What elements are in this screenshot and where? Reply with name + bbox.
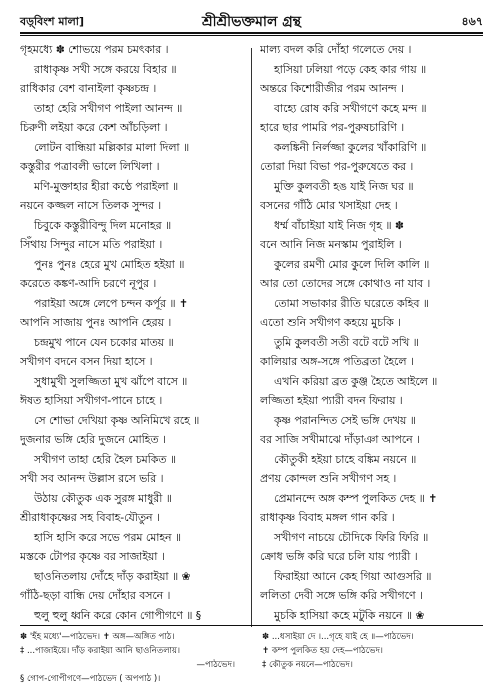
book-title: শ্রীশ্রীভক্তমাল গ্রন্থ xyxy=(201,14,302,30)
page-header xyxy=(20,10,483,34)
verse-line: মুক্তি কুলবতী হঙ যাই নিজ ঘর ॥ xyxy=(274,179,414,193)
verse-line: চন্দ্রমুখ পানে যেন চকোর মাতয় ॥ xyxy=(34,335,174,349)
verse-line: প্রেমানন্দে অঙ্গ কম্প পুলকিত দেহ ॥ ✝ xyxy=(274,491,438,505)
verse-line: কলঙ্কিনী নির্লজ্জা কুলের খাঁকারিণি ॥ xyxy=(274,140,427,154)
verse-line: শ্রীরাধাকৃষ্ণের সহ বিবাহ-যৌতুন । xyxy=(20,511,160,524)
verse-line: অন্তরে কিশোরীজীর পরম আনন্দ । xyxy=(260,82,404,95)
footnote-line: ‡ ...পাজাইয়ে। দাঁড় করাইয়া আনি ছাওনিতলায়। xyxy=(20,646,181,656)
footnotes-right xyxy=(262,630,487,672)
verse-line: হারে ছার পামরি পর-পুরুষচারিণি । xyxy=(260,121,405,134)
footnote-line: —পাঠভেদ। xyxy=(196,660,235,670)
verse-line: রাধিকার বেশ বানাইলা কৃষ্ণচন্দ্র । xyxy=(20,82,157,95)
verse-line: আর তো তোদের সঙ্গে কোথাও না যাব । xyxy=(260,277,431,290)
verse-line: তোরা দিয়া বিভা পর-পুরুষেতে কর । xyxy=(260,160,414,173)
verse-line: দুজনার ভঙ্গি হেরি দুজনে মোহিত । xyxy=(20,433,166,446)
verse-line: নয়নে কজ্জল নাসে তিলক সুন্দর । xyxy=(20,199,162,212)
left-verse-column xyxy=(20,40,246,625)
verse-line: রাধাকৃষ্ণ সখী সঙ্গে করয়ে বিহার ॥ xyxy=(34,62,177,76)
verse-line: সখী সব আনন্দ উল্লাস রসে ভরি । xyxy=(20,472,164,485)
verse-line: বাহ্যে রোষ করি সখীগণে কহে মন্দ ॥ xyxy=(274,101,427,115)
header-rule xyxy=(20,35,483,36)
verse-line: প্রণয় কোন্দল শুনি সখীগণ সহ । xyxy=(260,472,397,485)
verse-line: তাহা হেরি সখীগণ পাইলা আনন্দ ॥ xyxy=(34,101,183,115)
page-number: ৪৬৭ xyxy=(461,15,483,28)
verse-line: এতো শুনি সখীগণ কহয়ে মুচকি । xyxy=(260,316,401,329)
verse-line: রাধাকৃষ্ণ বিবাহ মঙ্গল গান করি । xyxy=(260,511,395,524)
verse-line: পরাইয়া অঙ্গে লেপে চন্দন কর্পূর ॥ ✝ xyxy=(34,296,188,310)
verse-line: কুলের রমণী মোর কুলে দিলি কালি ॥ xyxy=(274,257,430,271)
verse-line: হুলু হুলু ধ্বনি করে কোন গোপীগণে ॥ § xyxy=(34,608,202,622)
verse-line: বর সাজি সখীমাঝে দাঁড়াঞা আপনে । xyxy=(260,433,420,446)
verse-line: ললিতা দেবী সঙ্গে ভঙ্গি করি সখীগণে । xyxy=(260,589,423,602)
verse-line: মাল্য বদল করি দোঁহা গলেতে দেয় । xyxy=(260,43,412,56)
verse-line: উঠায় কৌতুক এক সুরঙ্গ মাধুরী ॥ xyxy=(34,491,172,505)
verse-line: ঈষত হাসিয়া সখীগণ-পানে চাহে । xyxy=(20,394,163,407)
right-verse-column xyxy=(260,40,486,625)
verse-line: লজ্জিতা হইয়া প্যারী বদন ফিরায় । xyxy=(260,394,403,407)
footnotes-left xyxy=(20,630,245,686)
verse-line: ক্রোধ ভঙ্গি করি ঘরে চলি যায় প্যারী । xyxy=(260,550,418,563)
verse-line: সুধামুখী সুলজ্জিতা মুখ ঝাঁপে বাসে ॥ xyxy=(34,374,188,388)
footnote-line: § গোপ-গোপীগণে—পাঠভেদ ( অপপাঠ )। xyxy=(20,674,161,684)
verse-line: মস্তকে টোপর কৃষ্ণে বর সাজাইয়া । xyxy=(20,550,165,563)
verse-line: ফিরাইয়া আনে কেহ গিয়া আগুসরি ॥ xyxy=(274,569,432,583)
column-divider xyxy=(251,48,252,627)
footnote-line: ✽ ...ধসাইয়া দে ।...গৃহে যাই হে ॥—পাঠভেদ। xyxy=(262,632,414,642)
footnote-line: ✽ 'হঁহ মধ্যে'—পাঠভেদ। ✝ অঙ্গ—অঙ্গিত পাঠ। xyxy=(20,632,175,642)
verse-line: সিঁথায় সিন্দুর নাসে মতি পরাইয়া । xyxy=(20,238,163,251)
verse-line: তোমা সভাকার রীতি ঘরেতে কহিব ॥ xyxy=(274,296,429,310)
verse-line: গাঁঠি-ছড়া বান্ধি দেয় দোঁহার বসনে । xyxy=(20,589,171,602)
verse-line: হাসিয়া ঢলিয়া পড়ে কেহ কার গায় ॥ xyxy=(274,62,427,76)
verse-line: ছাওনিতলায় দোঁহে দাঁড় করাইয়া ॥ ❀ xyxy=(34,569,191,583)
verse-line: বসনের গাঁঠি মোর খসাইয়া দেহ । xyxy=(260,199,398,212)
footnote-line: ✝ কম্প পুলকিত হয় দেহ—পাঠভেদ। xyxy=(262,646,383,656)
verse-line: এখনি করিয়া ব্রত কুঞ্জ হৈতে আইলে ॥ xyxy=(274,374,438,388)
verse-line: কালিয়ার অঙ্গ-সঙ্গে পতিব্রতা হৈলে । xyxy=(260,355,414,368)
verse-line: সখীগণ তাহা হেরি হৈল চমকিত ॥ xyxy=(34,452,176,466)
verse-line: আপনি সাজায় পুনঃ আপনি হেরয় । xyxy=(20,316,172,329)
verse-line: সখীগণ নাচয়ে চৌদিকে ফিরি ফিরি ॥ xyxy=(274,530,429,544)
verse-line: কৃষ্ণ পরানন্দিত সেই ভঙ্গি দেখয় ॥ xyxy=(274,413,416,427)
verse-line: করেতে কঙ্কণ-আদি চরণে নূপুর । xyxy=(20,277,157,290)
verse-line: চিবুকে কস্তুরীবিন্দু দিল মনোহর ॥ xyxy=(34,218,172,232)
verse-line: লোটন বান্ধিয়া মল্লিকার মালা দিলা ॥ xyxy=(34,140,190,154)
verse-line: মুচকি হাসিয়া কহে মটুকি নয়নে ॥ ❀ xyxy=(274,608,425,622)
verse-line: বনে আনি নিজ মনস্কাম পুরাইলি । xyxy=(260,238,402,251)
chapter-label: বড়্‌বিংশ মালা] xyxy=(20,15,85,28)
verse-line: হাসি হাসি করে সভে পরম মোহন ॥ xyxy=(34,530,181,544)
verse-line: কৌতুকী হইয়া চাহে বঙ্কিম নয়নে ॥ xyxy=(274,452,417,466)
verse-line: গৃহমধ্যে ✽ শোভয়ে পরম চমৎকার । xyxy=(20,43,169,56)
footnote-rule xyxy=(20,625,483,626)
footnote-line: ‡ কৌতুক নয়নে—পাঠভেদ। xyxy=(262,660,353,670)
verse-line: মণি-মুক্তাহার হীরা কণ্ঠে পরাইলা ॥ xyxy=(34,179,179,193)
verse-line: পুনঃ পুনঃ হেরে মুখ মোহিত হইয়া ॥ xyxy=(34,257,185,271)
verse-line: কস্তুরীর পত্রাবলী ভালে লিখিলা । xyxy=(20,160,160,173)
verse-line: চিরুণী লইয়া করে কেশ আঁচড়িলা । xyxy=(20,121,168,134)
verse-line: সে শোভা দেখিয়া কৃষ্ণ অনিমিখে রহে ॥ xyxy=(34,413,200,427)
verse-line: সখীগণ বদনে বসন দিয়া হাসে । xyxy=(20,355,153,368)
verse-line: ধর্ম্ম বাঁচাইয়া যাই নিজ গৃহ ॥ ✽ xyxy=(274,218,404,232)
verse-line: তুমি কুলবতী সতী বটে বটে সখি ॥ xyxy=(274,335,419,349)
